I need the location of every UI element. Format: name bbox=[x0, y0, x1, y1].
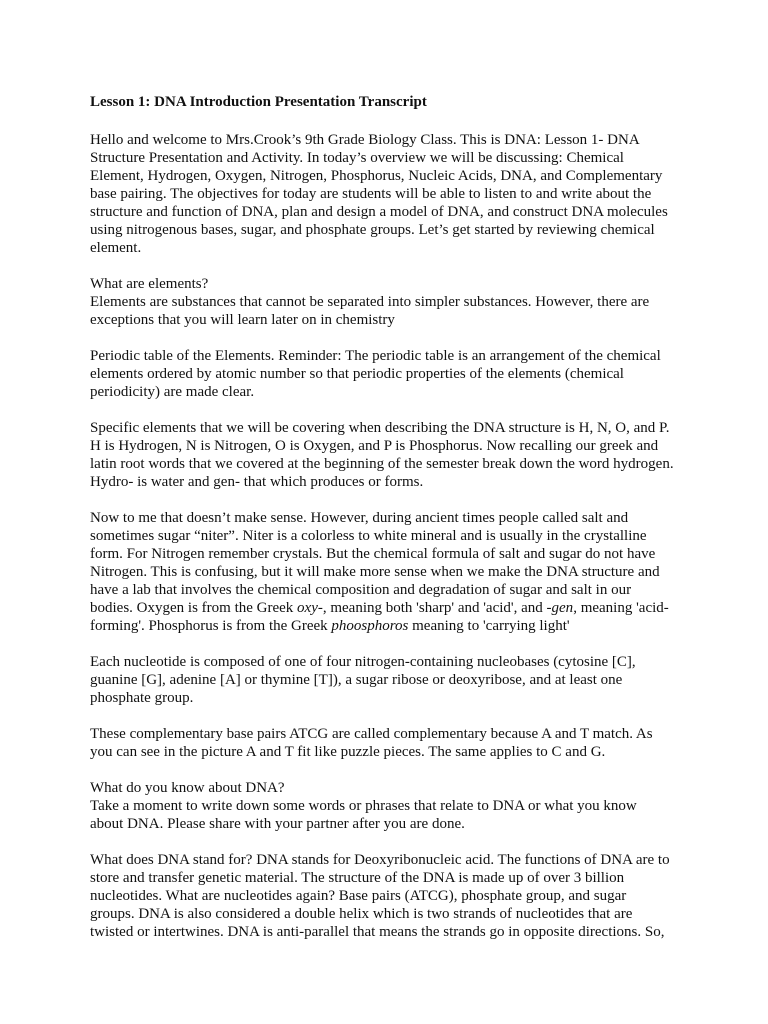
italic-term: phoosphoros bbox=[331, 618, 409, 634]
text-run: forming'. Phosphorus is from the Greek bbox=[90, 618, 332, 634]
text-run: bodies. Oxygen is from the Greek bbox=[90, 600, 298, 616]
text-line: structure and function of DNA, plan and design a model of DNA, and construct DNA molecules bbox=[90, 204, 668, 220]
text-line: form. For Nitrogen remember crystals. But the chemical formula of salt and sugar do not have bbox=[90, 546, 656, 562]
text-line: Periodic table of the Elements. Reminder: The periodic table is an arrangement of the chemical bbox=[90, 348, 661, 364]
text-line: exceptions that you will learn later on in chemistry bbox=[90, 312, 395, 328]
text-line: These complementary base pairs ATCG are called complementary because A and T match. As bbox=[90, 726, 653, 742]
text-run: , meaning both 'sharp' and 'acid', and bbox=[322, 600, 547, 616]
text-line: using nitrogenous bases, sugar, and phosphate groups. Let’s get started by reviewing chemical bbox=[90, 222, 655, 238]
text-line: What are elements? bbox=[90, 276, 209, 292]
paragraph-elements bbox=[90, 275, 682, 329]
paragraph-nucleotide bbox=[90, 653, 682, 707]
text-line: Specific elements that we will be covering when describing the DNA structure is H, N, O, and P. bbox=[90, 420, 670, 436]
text-line: Take a moment to write down some words or phrases that relate to DNA or what you know bbox=[90, 798, 637, 814]
text-line: elements ordered by atomic number so that periodic properties of the elements (chemical bbox=[90, 366, 624, 382]
text-line: twisted or intertwines. DNA is anti-parallel that means the strands go in opposite directions. So, bbox=[90, 924, 665, 940]
text-line: you can see in the picture A and T fit like puzzle pieces. The same applies to C and G. bbox=[90, 744, 606, 760]
italic-term: -gen bbox=[546, 600, 574, 616]
paragraph-dna-definition bbox=[90, 851, 682, 941]
text-line: periodicity) are made clear. bbox=[90, 384, 255, 400]
text-line: phosphate group. bbox=[90, 690, 194, 706]
text-line: Elements are substances that cannot be separated into simpler substances. However, there are bbox=[90, 294, 650, 310]
text-line: guanine [G], adenine [A] or thymine [T]), a sugar ribose or deoxyribose, and at least one bbox=[90, 672, 623, 688]
text-line: sometimes sugar “niter”. Niter is a colorless to white mineral and is usually in the crystalline bbox=[90, 528, 647, 544]
paragraph-specific-elements bbox=[90, 419, 682, 491]
text-line: about DNA. Please share with your partner after you are done. bbox=[90, 816, 465, 832]
text-line: Now to me that doesn’t make sense. However, during ancient times people called salt and bbox=[90, 510, 629, 526]
text-line: What does DNA stand for? DNA stands for Deoxyribonucleic acid. The functions of DNA are to bbox=[90, 852, 670, 868]
paragraph-intro bbox=[90, 131, 682, 257]
text-line: Hydro- is water and gen- that which produces or forms. bbox=[90, 474, 424, 490]
text-line bbox=[90, 617, 682, 635]
text-line: What do you know about DNA? bbox=[90, 780, 285, 796]
text-line: groups. DNA is also considered a double helix which is two strands of nucleotides that are bbox=[90, 906, 633, 922]
paragraph-base-pairs bbox=[90, 725, 682, 761]
text-line: Hello and welcome to Mrs.Crook’s 9th Grade Biology Class. This is DNA: Lesson 1- DNA bbox=[90, 132, 640, 148]
text-line: element. bbox=[90, 240, 142, 256]
text-line: Element, Hydrogen, Oxygen, Nitrogen, Phosphorus, Nucleic Acids, DNA, and Complementary bbox=[90, 168, 663, 184]
text-line: base pairing. The objectives for today are students will be able to listen to and write about the bbox=[90, 186, 652, 202]
text-line: Each nucleotide is composed of one of four nitrogen-containing nucleobases (cytosine [C], bbox=[90, 654, 636, 670]
text-line bbox=[90, 599, 682, 617]
text-run: meaning to 'carrying light' bbox=[408, 618, 570, 634]
text-line: latin root words that we covered at the beginning of the semester break down the word hydrogen. bbox=[90, 456, 674, 472]
paragraph-niter bbox=[90, 509, 682, 635]
text-line: nucleotides. What are nucleotides again? Base pairs (ATCG), phosphate group, and sugar bbox=[90, 888, 627, 904]
document-title: Lesson 1: DNA Introduction Presentation Transcript bbox=[90, 94, 427, 110]
italic-term: oxy- bbox=[297, 600, 323, 616]
paragraph-periodic-table bbox=[90, 347, 682, 401]
text-line: store and transfer genetic material. The structure of the DNA is made up of over 3 billion bbox=[90, 870, 625, 886]
text-line: Structure Presentation and Activity. In today’s overview we will be discussing: Chemical bbox=[90, 150, 624, 166]
text-run: , meaning 'acid- bbox=[573, 600, 669, 616]
paragraph-what-do-you-know bbox=[90, 779, 682, 833]
text-line: have a lab that involves the chemical composition and degradation of sugar and salt in our bbox=[90, 582, 632, 598]
text-line: Nitrogen. This is confusing, but it will make more sense when we make the DNA structure and bbox=[90, 564, 660, 580]
text-line: H is Hydrogen, N is Nitrogen, O is Oxygen, and P is Phosphorus. Now recalling our greek and bbox=[90, 438, 659, 454]
